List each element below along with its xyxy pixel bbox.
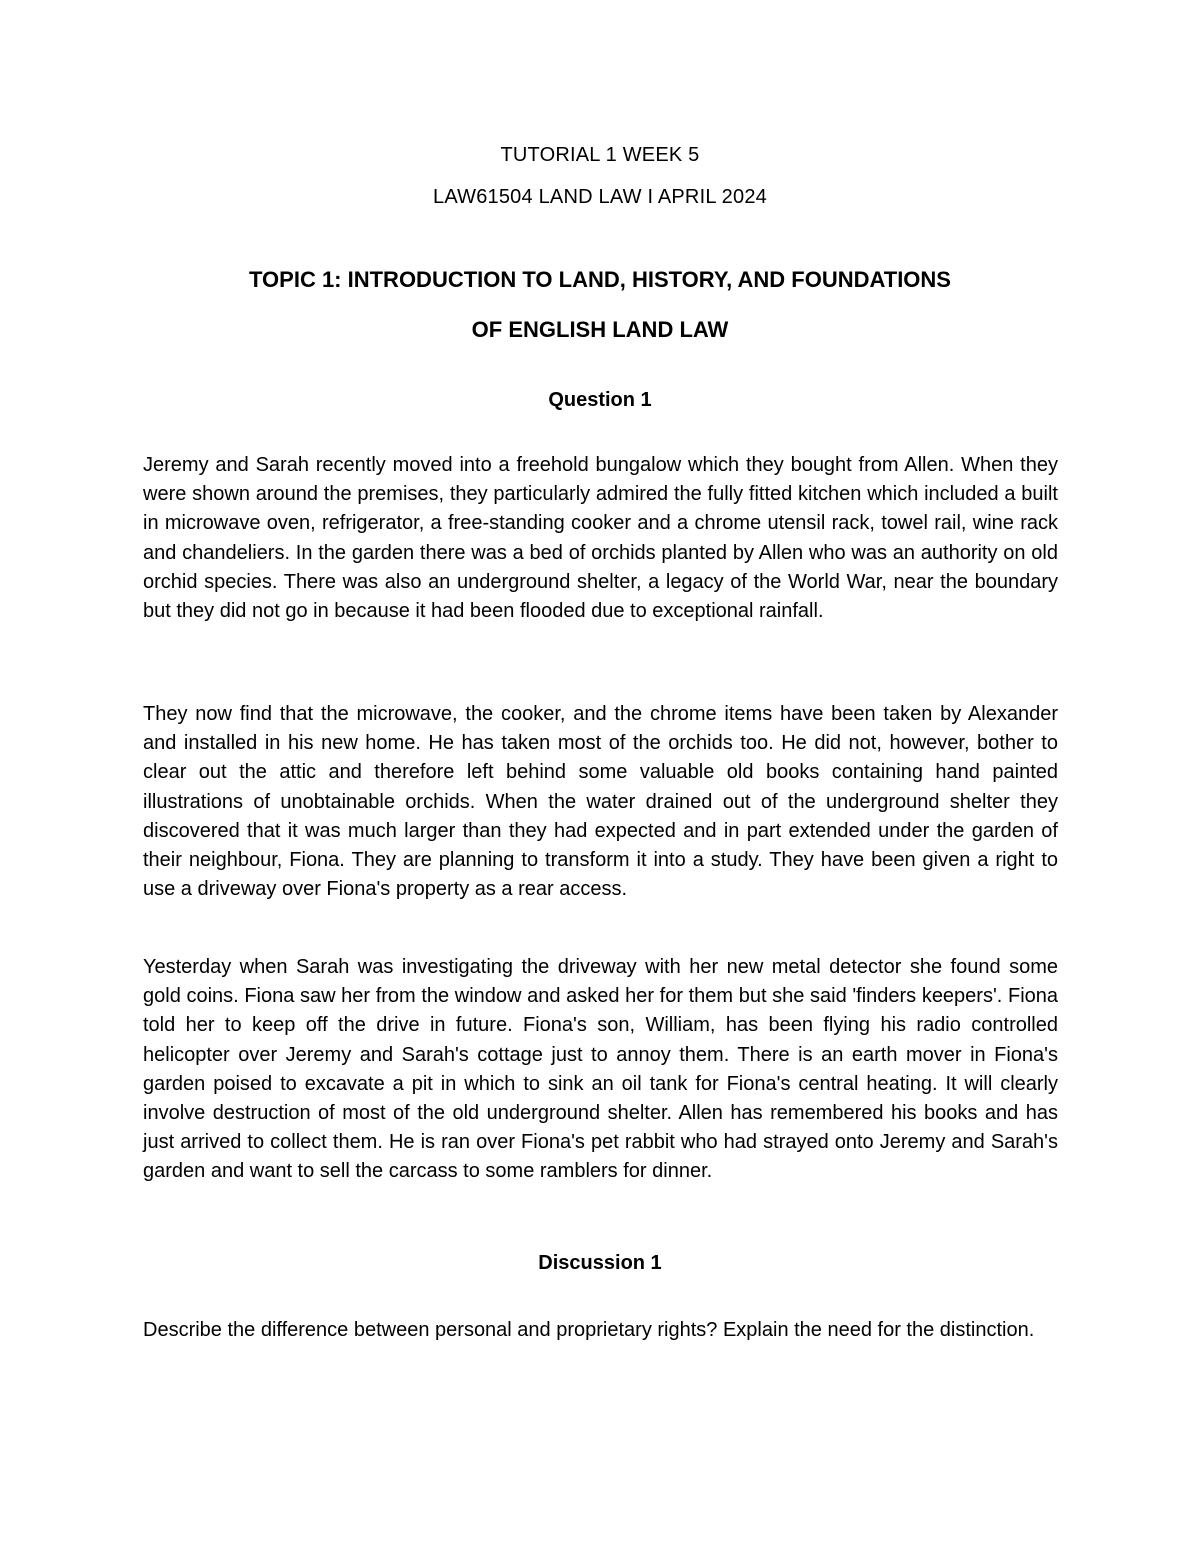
- question-heading: Question 1: [548, 389, 652, 411]
- topic-title: [0, 255, 1200, 355]
- tutorial-week-label: TUTORIAL 1 WEEK 5: [500, 144, 700, 166]
- course-code-label: LAW61504 LAND LAW I APRIL 2024: [433, 186, 767, 208]
- discussion-text: Describe the difference between personal and proprietary rights? Explain the need for the distinction.: [143, 1319, 1035, 1341]
- question-paragraph-3: Yesterday when Sarah was investigating the driveway with her new metal detector she found some gold coins. Fiona saw her from the window and asked her for them but she said 'finders keepers'. Fiona told her to keep off the drive in future. Fiona's son, William, has been flying his radio controlled helicopter over Jeremy and Sarah's cottage just to annoy them. There is an earth mover in Fiona's garden poised to excavate a pit in which to sink an oil tank for Fiona's central heating. It will clearly involve destruction of most of the old underground shelter. Allen has remembered his books and has just arrived to collect them. He is ran over Fiona's pet rabbit who had strayed onto Jeremy and Sarah's garden and want to sell the carcass to some ramblers for dinner.: [143, 956, 1058, 1183]
- topic-title-line-2: OF ENGLISH LAND LAW: [471, 317, 729, 342]
- question-paragraph-2: They now find that the microwave, the cooker, and the chrome items have been taken by Alexander and installed in his new home. He has taken most of the orchids too. He did not, however, bother to clear out the attic and therefore left behind some valuable old books containing hand painted illustrations of unobtainable orchids. When the water drained out of the underground shelter they discovered that it was much larger than they had expected and in part extended under the garden of their neighbour, Fiona. They are planning to transform it into a study. They have been given a right to use a driveway over Fiona's property as a rear access.: [143, 703, 1058, 901]
- topic-title-line-1: TOPIC 1: INTRODUCTION TO LAND, HISTORY, AND FOUNDATIONS: [249, 267, 951, 292]
- discussion-heading: Discussion 1: [538, 1252, 662, 1274]
- question-paragraph-1: Jeremy and Sarah recently moved into a freehold bungalow which they bought from Allen. When they were shown around the premises, they particularly admired the fully fitted kitchen which included a built in microwave oven, refrigerator, a free-standing cooker and a chrome utensil rack, towel rail, wine rack and chandeliers. In the garden there was a bed of orchids planted by Allen who was an authority on old orchid species. There was also an underground shelter, a legacy of the World War, near the boundary but they did not go in because it had been flooded due to exceptional rainfall.: [143, 454, 1058, 623]
